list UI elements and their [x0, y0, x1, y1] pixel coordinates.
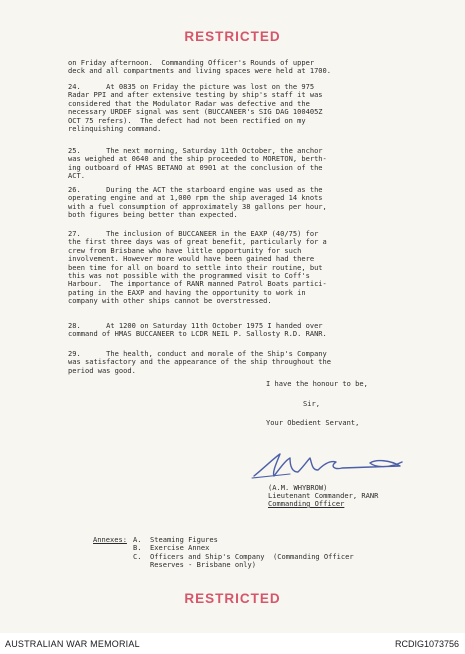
paragraph-27: 27. The inclusion of BUCCANEER in the EAXP (40/75) for the first three days was of great benefit, particularly for a crew from Brisbane who have little opportunity for such involvement. However more would have been gained had there been time for all on board to settle into their routine, but this was not possible with the programmed visit to Coff's Harbour. The importance of RANR manned Patrol Boats partici- pating in the EAXP and having the opportunity to work in company with other ships cannot be overstressed.: [68, 229, 327, 306]
paragraph-intro: on Friday afternoon. Commanding Officer's Rounds of upper deck and all compartments and living spaces were held at 1700.: [68, 58, 332, 76]
restricted-stamp-bottom: RESTRICTED: [184, 591, 281, 606]
closing-servant: Your Obedient Servant,: [266, 418, 360, 427]
restricted-stamp-top: RESTRICTED: [184, 29, 281, 44]
paragraph-29: 29. The health, conduct and morale of the Ship's Company was satisfactory and the appearance of the ship throughout the period was good.: [68, 349, 332, 375]
signatory-role: Commanding Officer: [268, 499, 345, 508]
closing-sir: Sir,: [303, 399, 320, 408]
footer-institution: AUSTRALIAN WAR MEMORIAL: [5, 639, 140, 649]
paragraph-28: 28. At 1200 on Saturday 11th October 1975 I handed over command of HMAS BUCCANEER to LCDR NEIL P. Sallosty R.D. RANR.: [68, 321, 327, 339]
paragraph-26: 26. During the ACT the starboard engine was used as the operating engine and at 1,000 rpm the ship averaged 14 knots with a fuel consumption of approximately 38 gallons per hour, both figures being better than expected.: [68, 185, 327, 220]
footer-record-id: RCDIG1073756: [394, 639, 459, 649]
closing-honour: I have the honour to be,: [266, 379, 368, 388]
signatory-rank: Lieutenant Commander, RANR: [268, 491, 379, 500]
signatory-name: (A.M. WHYBROW): [268, 483, 328, 492]
archive-footer: [0, 633, 465, 654]
handwritten-signature: [250, 446, 410, 482]
paragraph-25: 25. The next morning, Saturday 11th October, the anchor was weighed at 0640 and the ship proceeded to MORETON, berth- ing outboard of HMAS BETANO at 0901 at the conclusion of the ACT.: [68, 146, 327, 181]
annexes-list: A. Steaming Figures B. Exercise Annex C. Officers and Ship's Company (Commanding Officer Reserves - Brisbane only): [133, 535, 354, 570]
paragraph-24: 24. At 0835 on Friday the picture was lost on the 975 Radar PPI and after extensive testing by ship's staff it was considered that the Modulator Radar was defective and the necessary URDEF signal was sent (BUCCANEER's SIG DAG 100405Z OCT 75 refers). The defect had not been rectified on my relinquishing command.: [68, 82, 323, 134]
annexes-label: Annexes:: [93, 535, 127, 544]
